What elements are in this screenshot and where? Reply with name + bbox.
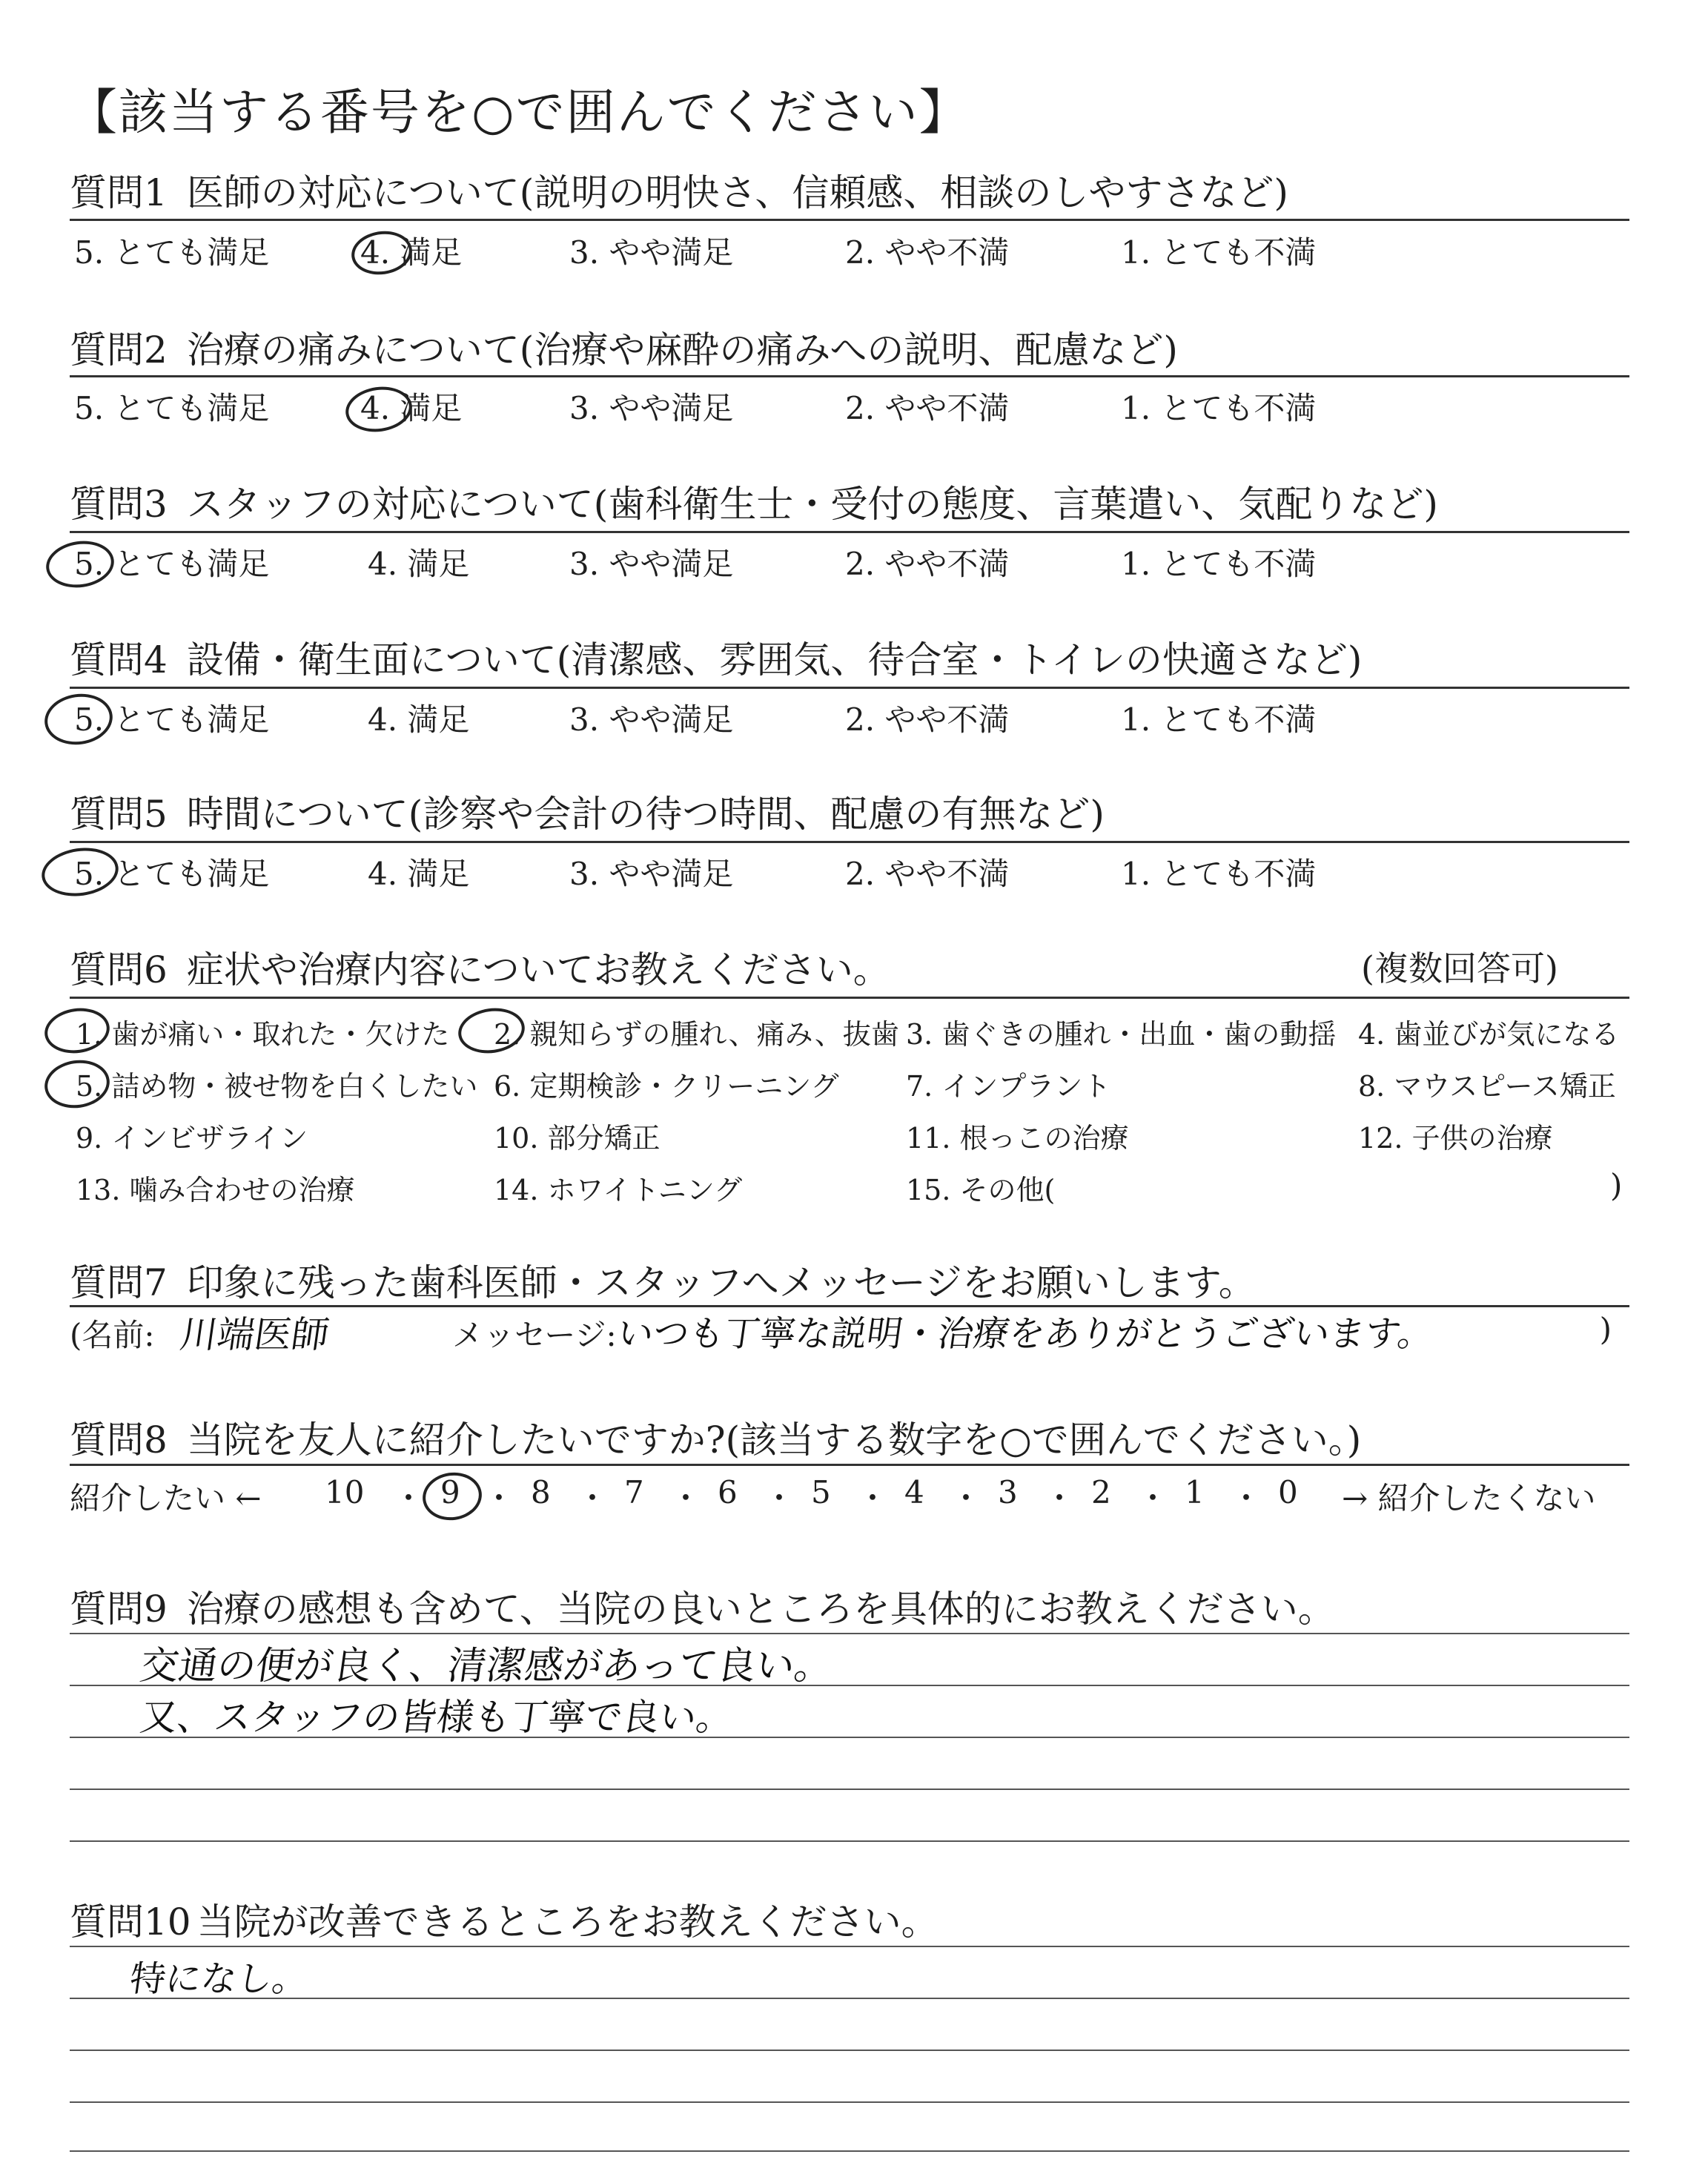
question-rule xyxy=(70,375,1629,377)
question-text: 印象に残った歯科医師・スタッフへメッセージをお願いします。 xyxy=(186,1261,1256,1304)
answer-line xyxy=(70,2150,1629,2152)
q6-option-12[interactable]: 12. 子供の治療 xyxy=(1358,1122,1553,1155)
scale-2[interactable]: 2 xyxy=(1091,1474,1111,1510)
question-number: 質問3 xyxy=(70,483,168,526)
scale-4[interactable]: 4 xyxy=(904,1474,924,1510)
question-rule xyxy=(70,997,1629,999)
question-rule xyxy=(70,841,1629,843)
q5-option-5[interactable]: 5. とても満足 xyxy=(74,856,270,892)
question-10-heading xyxy=(70,1892,939,1946)
q3-option-4[interactable]: 4. 満足 xyxy=(368,546,470,582)
q4-option-5[interactable]: 5. とても満足 xyxy=(74,701,270,738)
scale-dot: ・ xyxy=(1231,1480,1262,1516)
question-text: 症状や治療内容についてお教えください。 xyxy=(186,948,890,991)
question-7-heading xyxy=(70,1253,1256,1307)
question-rule xyxy=(70,1464,1629,1466)
scale-dot: ・ xyxy=(950,1480,982,1516)
selection-circle-mark xyxy=(420,1469,485,1525)
q1-option-5[interactable]: 5. とても満足 xyxy=(74,234,270,271)
scale-dot: ・ xyxy=(1044,1480,1076,1516)
message-close-paren: ) xyxy=(1599,1311,1612,1347)
message-label: メッセージ: xyxy=(452,1317,617,1353)
q5-option-4[interactable]: 4. 満足 xyxy=(368,856,470,892)
question-number: 質問10 xyxy=(70,1900,191,1943)
q1-option-2[interactable]: 2. やや不満 xyxy=(845,234,1010,271)
q2-option-2[interactable]: 2. やや不満 xyxy=(845,390,1010,426)
q6-option-4[interactable]: 4. 歯並びが気になる xyxy=(1358,1018,1620,1051)
q6-option-1[interactable]: 1. 歯が痛い・取れた・欠けた xyxy=(76,1018,450,1051)
question-rule xyxy=(70,219,1629,221)
question-number: 質問4 xyxy=(70,638,168,681)
page-title: 【該当する番号を○で囲んでください】 xyxy=(68,84,970,141)
question-9-heading xyxy=(70,1579,1335,1633)
question-number: 質問2 xyxy=(70,328,168,371)
q3-option-1[interactable]: 1. とても不満 xyxy=(1121,546,1317,582)
question-number: 質問8 xyxy=(70,1418,168,1462)
scale-9[interactable]: 9 xyxy=(440,1474,460,1510)
q9-answer-line-2[interactable]: 又、スタッフの皆様も丁寧で良い。 xyxy=(137,1696,737,1739)
question-text: 当院を友人に紹介したいですか?(該当する数字を○で囲んでください。) xyxy=(186,1418,1362,1462)
q5-option-1[interactable]: 1. とても不満 xyxy=(1121,856,1317,892)
question-text: 治療の痛みについて(治療や麻酔の痛みへの説明、配慮など) xyxy=(186,328,1178,371)
scale-6[interactable]: 6 xyxy=(718,1474,738,1510)
q4-option-1[interactable]: 1. とても不満 xyxy=(1121,701,1317,738)
q6-option-8[interactable]: 8. マウスピース矯正 xyxy=(1358,1070,1616,1103)
q4-option-2[interactable]: 2. やや不満 xyxy=(845,701,1010,738)
question-3-heading xyxy=(70,475,1438,528)
q6-option-6[interactable]: 6. 定期検診・クリーニング xyxy=(494,1070,839,1103)
scale-dot: ・ xyxy=(764,1480,795,1516)
q2-option-4[interactable]: 4. 満足 xyxy=(360,390,463,426)
q4-option-3[interactable]: 3. やや満足 xyxy=(569,701,734,738)
q1-option-3[interactable]: 3. やや満足 xyxy=(569,234,734,271)
question-6-heading xyxy=(70,940,890,994)
q4-option-4[interactable]: 4. 満足 xyxy=(368,701,470,738)
scale-right-label: → 紹介したくない xyxy=(1342,1480,1596,1516)
question-number: 質問7 xyxy=(70,1261,168,1304)
scale-dot: ・ xyxy=(670,1480,702,1516)
message-handwritten[interactable]: いつも丁寧な説明・治療をありがとうございます。 xyxy=(615,1313,1437,1355)
q3-option-3[interactable]: 3. やや満足 xyxy=(569,546,734,582)
q2-option-1[interactable]: 1. とても不満 xyxy=(1121,390,1317,426)
question-2-heading xyxy=(70,320,1178,374)
q5-option-2[interactable]: 2. やや不満 xyxy=(845,856,1010,892)
question-number: 質問1 xyxy=(70,171,168,214)
q9-answer-line-1[interactable]: 交通の便が良く、清潔感があって良い。 xyxy=(137,1644,836,1688)
q1-option-4[interactable]: 4. 満足 xyxy=(360,234,463,271)
scale-dot: ・ xyxy=(393,1480,425,1516)
q3-option-2[interactable]: 2. やや不満 xyxy=(845,546,1010,582)
q1-option-1[interactable]: 1. とても不満 xyxy=(1121,234,1317,271)
name-handwritten[interactable]: 川端医師 xyxy=(177,1313,332,1356)
q6-option-13[interactable]: 13. 噛み合わせの治療 xyxy=(76,1174,355,1206)
scale-dot: ・ xyxy=(857,1480,889,1516)
answer-line xyxy=(70,2101,1629,2103)
question-number: 質問5 xyxy=(70,793,168,836)
q6-option-14[interactable]: 14. ホワイトニング xyxy=(494,1174,743,1206)
q2-option-5[interactable]: 5. とても満足 xyxy=(74,390,270,426)
scale-3[interactable]: 3 xyxy=(998,1474,1018,1510)
q6-option-7[interactable]: 7. インプラント xyxy=(906,1070,1111,1103)
question-text: 治療の感想も含めて、当院の良いところを具体的にお教えください。 xyxy=(186,1588,1335,1631)
question-1-heading xyxy=(70,163,1288,217)
answer-line xyxy=(70,1789,1629,1790)
answer-line xyxy=(70,1946,1629,1947)
q6-option-5[interactable]: 5. 詰め物・被せ物を白くしたい xyxy=(76,1070,478,1103)
question-5-heading xyxy=(70,785,1105,838)
question-rule xyxy=(70,687,1629,689)
scale-8[interactable]: 8 xyxy=(531,1474,551,1510)
question-text: 医師の対応について(説明の明快さ、信頼感、相談のしやすさなど) xyxy=(186,171,1288,214)
answer-line xyxy=(70,1840,1629,1842)
q6-option-15[interactable]: 15. その他( xyxy=(906,1174,1056,1206)
scale-1[interactable]: 1 xyxy=(1185,1474,1205,1510)
q6-option-2[interactable]: 2. 親知らずの腫れ、痛み、抜歯 xyxy=(494,1018,899,1051)
question-number: 質問6 xyxy=(70,948,168,991)
scale-left-label: 紹介したい ← xyxy=(70,1480,262,1516)
question-rule xyxy=(70,531,1629,533)
scale-dot: ・ xyxy=(1137,1480,1169,1516)
scale-10[interactable]: 10 xyxy=(325,1474,365,1510)
scale-dot: ・ xyxy=(577,1480,609,1516)
q3-option-5[interactable]: 5. とても満足 xyxy=(74,546,270,582)
q6-option-11[interactable]: 11. 根っこの治療 xyxy=(906,1122,1129,1155)
question-text: スタッフの対応について(歯科衛生士・受付の態度、言葉遣い、気配りなど) xyxy=(186,483,1438,526)
answer-line xyxy=(70,2050,1629,2051)
q6-option-10[interactable]: 10. 部分矯正 xyxy=(494,1122,661,1155)
q6-option-3[interactable]: 3. 歯ぐきの腫れ・出血・歯の動揺 xyxy=(906,1018,1337,1051)
q2-option-3[interactable]: 3. やや満足 xyxy=(569,390,734,426)
question-8-heading xyxy=(70,1410,1361,1464)
scale-7[interactable]: 7 xyxy=(624,1474,644,1510)
name-label: (名前: xyxy=(70,1317,155,1353)
q5-option-3[interactable]: 3. やや満足 xyxy=(569,856,734,892)
question-number: 質問9 xyxy=(70,1588,168,1631)
question-text: 設備・衛生面について(清潔感、雰囲気、待合室・トイレの快適さなど) xyxy=(186,638,1363,681)
q6-option-9[interactable]: 9. インビザライン xyxy=(76,1122,308,1155)
question-text: 時間について(診察や会計の待つ時間、配慮の有無など) xyxy=(186,793,1105,836)
scale-dot: ・ xyxy=(483,1480,515,1516)
question-4-heading xyxy=(70,630,1362,684)
multiple-answers-note: (複数回答可) xyxy=(1361,948,1558,988)
scale-0[interactable]: 0 xyxy=(1278,1474,1298,1510)
question-text: 当院が改善できるところをお教えください。 xyxy=(196,1900,939,1943)
other-close-paren: ) xyxy=(1610,1167,1623,1203)
q10-answer-line-1[interactable]: 特になし。 xyxy=(127,1958,311,2000)
scale-5[interactable]: 5 xyxy=(811,1474,831,1510)
